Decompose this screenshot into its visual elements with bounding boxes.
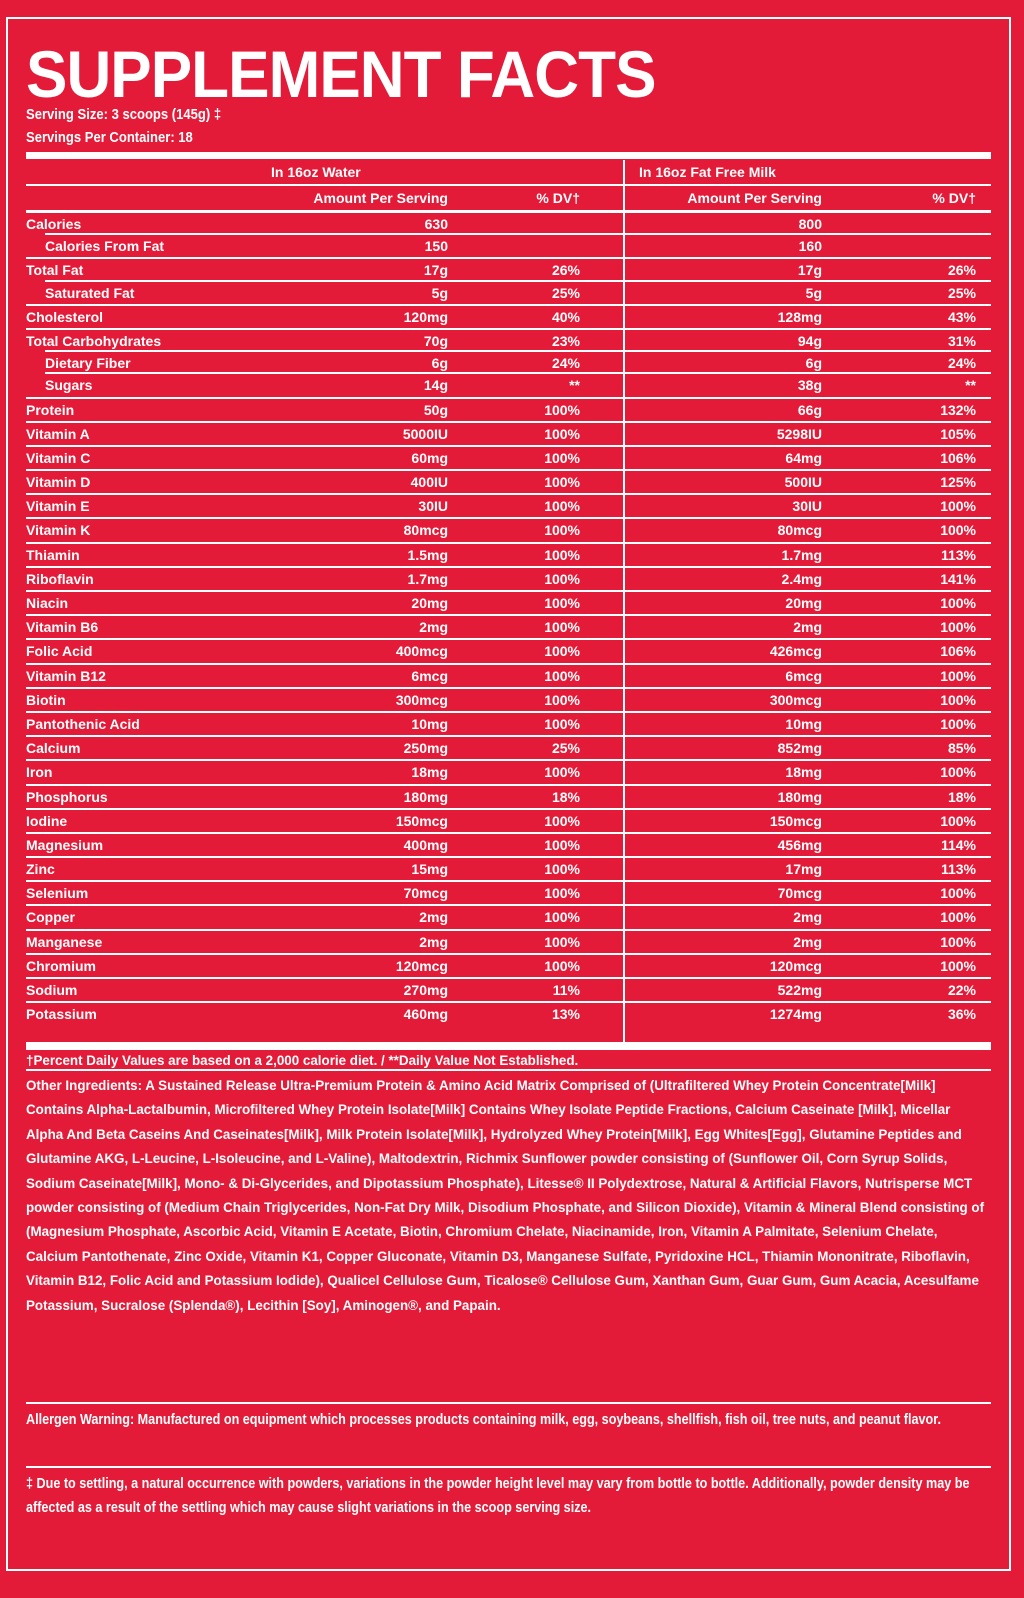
- nutrient-row: [26, 374, 991, 396]
- nutrient-row: [26, 257, 991, 281]
- milk-dv: 100%: [940, 715, 976, 732]
- nutrient-row: [26, 832, 991, 856]
- water-amount: 50g: [423, 401, 448, 418]
- water-amount: 300mcg: [395, 691, 448, 708]
- nutrient-row: [26, 517, 991, 541]
- nutrient-row: [26, 953, 991, 977]
- milk-dv: 106%: [940, 449, 976, 466]
- milk-amount: 70mcg: [777, 885, 822, 902]
- milk-amount: 64mg: [785, 449, 822, 466]
- nutrient-row: [26, 397, 991, 421]
- water-amount: 2mg: [419, 933, 448, 950]
- milk-dv: 18%: [947, 788, 976, 805]
- water-amount: 30IU: [418, 498, 448, 515]
- milk-amount: 800: [798, 216, 822, 232]
- divider-allergen: [26, 1466, 991, 1468]
- nutrient-name: Vitamin E: [26, 498, 90, 515]
- nutrient-name: Dietary Fiber: [45, 355, 131, 372]
- nutrient-row: [26, 784, 991, 808]
- milk-amount: 2mg: [793, 619, 822, 636]
- milk-amount: 120mcg: [769, 957, 822, 974]
- water-dv: 23%: [551, 332, 580, 349]
- nutrient-row: [26, 638, 991, 662]
- water-dv: 26%: [551, 262, 580, 279]
- nutrient-name: Selenium: [26, 885, 89, 902]
- water-amount: 5000IU: [402, 425, 448, 442]
- milk-dv: 132%: [940, 401, 976, 418]
- milk-dv: 100%: [940, 498, 976, 515]
- nutrient-row: [26, 282, 991, 304]
- water-dv: 100%: [544, 619, 580, 636]
- milk-dv: 85%: [947, 740, 976, 757]
- nutrient-row: [26, 235, 991, 257]
- milk-amount: 456mg: [777, 836, 822, 853]
- nutrient-name: Magnesium: [26, 836, 104, 853]
- water-amount: 6mcg: [411, 667, 448, 684]
- water-amount: 2mg: [419, 619, 448, 636]
- milk-amount: 17mg: [785, 861, 822, 878]
- nutrient-name: Total Fat: [26, 262, 84, 279]
- settling-note: ‡ Due to settling, a natural occurrence with powders, variations in the powder height level may vary from bottle to bottle. Additionally, powder density may be affected as a result of the settling which may cause slight variations in the scoop serving size.: [26, 1476, 970, 1516]
- milk-dv: 105%: [940, 425, 976, 442]
- milk-amount: 500IU: [784, 474, 822, 491]
- water-dv: 11%: [552, 982, 580, 998]
- page-title: SUPPLEMENT FACTS: [26, 37, 656, 111]
- water-amount: 70mcg: [403, 885, 448, 902]
- nutrient-name: Calcium: [26, 740, 81, 757]
- water-column-header: In 16oz Water: [271, 164, 361, 180]
- water-dv: 40%: [551, 308, 580, 325]
- other-ingredients: Other Ingredients: A Sustained Release Ultra-Premium Protein & Amino Acid Matrix Comprised of (Ultrafiltered Whey Protein Concentrate[Milk] Contains Alpha-Lactalbumin, Microfiltered Whey Protein Isolate[Milk] Contains Whey Isolate Peptide Fractions, Calcium Caseinate [Milk], Micellar Alpha And Beta Caseins And Caseinates[Milk], Milk Protein Isolate[Milk], Hydrolyzed Whey Protein[Milk], Egg Whites[Egg], Glutamine Peptides and Glutamine AKG, L-Leucine, L-Isoleucine, and L-Valine), Maltodextrin, Richmix Sunflower powder consisting of (Sunflower Oil, Corn Syrup Solids, Sodium Caseinate[Milk], Mono- & Di-Glycerides, and Dipotassium Phosphate), Litesse® II Polydextrose, Natural & Artificial Flavors, Nutrisperse MCT powder consisting of (Medium Chain Triglycerides, Non-Fat Dry Milk, Disodium Phosphate, and Silicon Dioxide), Vitamin & Mineral Blend consisting of (Magnesium Phosphate, Ascorbic Acid, Vitamin E Acetate, Biotin, Chromium Chelate, Niacinamide, Iron, Vitamin A Palmitate, Selenium Chelate, Calcium Pantothenate, Zinc Oxide, Vitamin K1, Copper Gluconate, Vitamin D3, Manganese Sulfate, Pyridoxine HCL, Thiamin Mononitrate, Riboflavin, Vitamin B12, Folic Acid and Potassium Iodide), Qualicel Cellulose Gum, Ticalose® Cellulose Gum, Xanthan Gum, Guar Gum, Gum Acacia, Acesulfame Potassium, Sucralose (Splenda®), Lecithin [Soy], Aminogen®, and Papain.: [26, 1078, 985, 1313]
- water-dv: 100%: [544, 401, 580, 418]
- water-dv: 25%: [551, 740, 580, 757]
- nutrient-row: [26, 711, 991, 735]
- nutrient-row: [26, 566, 991, 590]
- milk-amount-header: Amount Per Serving: [687, 190, 822, 206]
- nutrient-name: Vitamin C: [26, 449, 91, 466]
- nutrient-name: Protein: [26, 401, 75, 418]
- water-amount: 270mg: [403, 982, 448, 998]
- milk-amount: 2mg: [793, 909, 822, 926]
- nutrient-row: [26, 542, 991, 566]
- nutrient-name: Biotin: [26, 691, 66, 708]
- nutrient-name: Zinc: [26, 861, 55, 878]
- water-dv: 100%: [544, 812, 580, 829]
- water-amount: 80mcg: [403, 522, 448, 539]
- milk-dv: 100%: [940, 764, 976, 781]
- nutrient-name: Sugars: [45, 377, 93, 394]
- water-dv: 100%: [544, 498, 580, 515]
- water-dv: 100%: [544, 643, 580, 660]
- nutrient-name: Sodium: [26, 982, 78, 998]
- milk-amount: 38g: [797, 377, 822, 394]
- table-header-sources: [26, 160, 991, 184]
- water-amount: 400IU: [410, 474, 448, 491]
- water-amount: 1.5mg: [407, 546, 448, 563]
- milk-dv: 43%: [947, 308, 976, 325]
- milk-dv: 125%: [940, 474, 976, 491]
- water-amount: 400mcg: [395, 643, 448, 660]
- water-amount: 250mg: [403, 740, 448, 757]
- nutrient-name: Iodine: [26, 812, 68, 829]
- milk-amount: 10mg: [785, 715, 822, 732]
- milk-dv: 100%: [940, 885, 976, 902]
- water-dv: 25%: [551, 284, 580, 301]
- nutrient-rows: [26, 210, 991, 1025]
- milk-amount: 150mcg: [769, 812, 822, 829]
- nutrient-row: [26, 421, 991, 445]
- nutrient-name: Vitamin B6: [26, 619, 99, 636]
- water-dv: 100%: [544, 691, 580, 708]
- nutrient-row: [26, 614, 991, 638]
- nutrient-name: Vitamin B12: [26, 667, 106, 684]
- water-dv-header: % DV†: [536, 190, 580, 206]
- water-amount: 70g: [423, 332, 448, 349]
- nutrient-row: [26, 904, 991, 928]
- water-amount: 17g: [423, 262, 448, 279]
- water-amount: 18mg: [411, 764, 448, 781]
- water-dv: 100%: [544, 667, 580, 684]
- milk-dv: 100%: [940, 595, 976, 611]
- nutrient-row: [26, 469, 991, 493]
- milk-amount: 5g: [805, 284, 822, 301]
- nutrient-row: [26, 1001, 991, 1025]
- water-dv: 100%: [544, 425, 580, 442]
- servings-per-container: Servings Per Container: 18: [26, 130, 193, 146]
- nutrient-name: Calories From Fat: [45, 238, 165, 255]
- water-dv: 100%: [544, 933, 580, 950]
- nutrient-name: Calories: [26, 216, 82, 232]
- water-dv: 100%: [544, 570, 580, 587]
- milk-dv: 100%: [940, 933, 976, 950]
- milk-dv: 100%: [940, 691, 976, 708]
- nutrient-name: Copper: [26, 909, 75, 926]
- water-amount-header: Amount Per Serving: [313, 190, 448, 206]
- water-dv: 100%: [544, 836, 580, 853]
- water-dv: 100%: [544, 885, 580, 902]
- nutrient-row: [26, 735, 991, 759]
- milk-amount: 426mcg: [769, 643, 822, 660]
- water-amount: 10mg: [411, 715, 448, 732]
- milk-amount: 80mcg: [777, 522, 822, 539]
- milk-dv: 24%: [947, 355, 976, 372]
- milk-amount: 20mg: [785, 595, 822, 611]
- milk-dv: 36%: [947, 1006, 976, 1023]
- milk-amount: 180mg: [777, 788, 822, 805]
- milk-amount: 1274mg: [769, 1006, 822, 1023]
- water-dv: 13%: [551, 1006, 580, 1023]
- milk-amount: 18mg: [785, 764, 822, 781]
- milk-amount: 300mcg: [769, 691, 822, 708]
- nutrient-row: [26, 445, 991, 469]
- water-dv: **: [569, 377, 580, 394]
- milk-amount: 852mg: [777, 740, 822, 757]
- water-dv: 100%: [544, 474, 580, 491]
- milk-dv: 22%: [947, 982, 976, 998]
- milk-dv: 113%: [940, 861, 976, 878]
- milk-amount: 2mg: [793, 933, 822, 950]
- water-dv: 18%: [551, 788, 580, 805]
- milk-amount: 94g: [797, 332, 822, 349]
- milk-amount: 6mcg: [785, 667, 822, 684]
- nutrient-name: Niacin: [26, 595, 69, 611]
- nutrient-row: [26, 808, 991, 832]
- nutrient-row: [26, 856, 991, 880]
- water-amount: 1.7mg: [407, 570, 448, 587]
- water-amount: 15mg: [411, 861, 448, 878]
- nutrient-name: Vitamin A: [26, 425, 90, 442]
- water-amount: 120mcg: [395, 957, 448, 974]
- milk-amount: 6g: [805, 355, 822, 372]
- water-dv: 100%: [544, 595, 580, 611]
- water-dv: 100%: [544, 546, 580, 563]
- nutrient-name: Chromium: [26, 957, 96, 974]
- nutrient-row: [26, 929, 991, 953]
- nutrient-name: Vitamin K: [26, 522, 91, 539]
- milk-amount: 522mg: [777, 982, 822, 998]
- nutrient-name: Manganese: [26, 933, 103, 950]
- nutrient-row: [26, 210, 991, 235]
- milk-dv: 100%: [940, 957, 976, 974]
- water-amount: 460mg: [403, 1006, 448, 1023]
- nutrient-row: [26, 328, 991, 352]
- water-amount: 150: [424, 238, 448, 255]
- nutrient-row: [26, 880, 991, 904]
- nutrient-row: [26, 687, 991, 711]
- milk-dv: **: [965, 377, 976, 394]
- milk-dv-header: % DV†: [932, 190, 976, 206]
- water-dv: 24%: [551, 355, 580, 372]
- divider-ingredients: [26, 1402, 991, 1404]
- divider-footnote: [26, 1069, 991, 1071]
- nutrient-row: [26, 590, 991, 614]
- water-amount: 630: [424, 216, 448, 232]
- water-amount: 120mg: [403, 308, 448, 325]
- water-dv: 100%: [544, 449, 580, 466]
- thick-divider-top: [26, 152, 991, 159]
- milk-amount: 2.4mg: [781, 570, 822, 587]
- milk-amount: 17g: [797, 262, 822, 279]
- water-dv: 100%: [544, 909, 580, 926]
- milk-dv: 100%: [940, 812, 976, 829]
- milk-amount: 160: [798, 238, 822, 255]
- milk-dv: 25%: [947, 284, 976, 301]
- water-amount: 60mg: [411, 449, 448, 466]
- nutrient-name: Vitamin D: [26, 474, 91, 491]
- water-dv: 100%: [544, 764, 580, 781]
- milk-dv: 106%: [940, 643, 976, 660]
- daily-value-footnote: †Percent Daily Values are based on a 2,000 calorie diet. / **Daily Value Not Established.: [26, 1053, 579, 1068]
- milk-dv: 100%: [940, 619, 976, 636]
- nutrient-row: [26, 352, 991, 374]
- nutrient-name: Pantothenic Acid: [26, 715, 140, 732]
- milk-amount: 128mg: [777, 308, 822, 325]
- milk-dv: 26%: [947, 262, 976, 279]
- nutrient-row: [26, 759, 991, 783]
- water-dv: 100%: [544, 861, 580, 878]
- water-amount: 400mg: [403, 836, 448, 853]
- nutrient-row: [26, 493, 991, 517]
- serving-size: Serving Size: 3 scoops (145g) ‡: [26, 107, 222, 123]
- nutrient-name: Folic Acid: [26, 643, 93, 660]
- milk-amount: 1.7mg: [781, 546, 822, 563]
- milk-amount: 5298IU: [776, 425, 822, 442]
- nutrient-name: Riboflavin: [26, 570, 94, 587]
- nutrient-name: Saturated Fat: [45, 284, 135, 301]
- nutrient-name: Thiamin: [26, 546, 80, 563]
- water-dv: 100%: [544, 715, 580, 732]
- water-amount: 180mg: [403, 788, 448, 805]
- milk-dv: 100%: [940, 667, 976, 684]
- milk-dv: 100%: [940, 522, 976, 539]
- nutrient-row: [26, 304, 991, 328]
- water-dv: 100%: [544, 522, 580, 539]
- nutrient-row: [26, 977, 991, 1001]
- water-amount: 5g: [431, 284, 448, 301]
- milk-dv: 114%: [940, 836, 976, 853]
- milk-amount: 30IU: [792, 498, 822, 515]
- table-header-labels: [26, 184, 991, 210]
- nutrient-name: Iron: [26, 764, 53, 781]
- nutrient-name: Cholesterol: [26, 308, 104, 325]
- nutrient-name: Total Carbohydrates: [26, 332, 162, 349]
- nutrient-row: [26, 663, 991, 687]
- milk-column-header: In 16oz Fat Free Milk: [639, 164, 776, 180]
- nutrient-name: Potassium: [26, 1006, 97, 1023]
- milk-dv: 141%: [940, 570, 976, 587]
- water-amount: 20mg: [411, 595, 448, 611]
- milk-dv: 100%: [940, 909, 976, 926]
- milk-dv: 31%: [947, 332, 976, 349]
- nutrient-name: Phosphorus: [26, 788, 108, 805]
- water-amount: 6g: [431, 355, 448, 372]
- nutrient-table: [26, 160, 991, 1025]
- water-amount: 2mg: [419, 909, 448, 926]
- water-amount: 14g: [423, 377, 448, 394]
- milk-dv: 113%: [940, 546, 976, 563]
- allergen-warning: Allergen Warning: Manufactured on equipment which processes products containing milk, egg, soybeans, shellfish, fish oil, tree nuts, and peanut flavor.: [26, 1412, 941, 1428]
- water-amount: 150mcg: [395, 812, 448, 829]
- milk-amount: 66g: [797, 401, 822, 418]
- water-dv: 100%: [544, 957, 580, 974]
